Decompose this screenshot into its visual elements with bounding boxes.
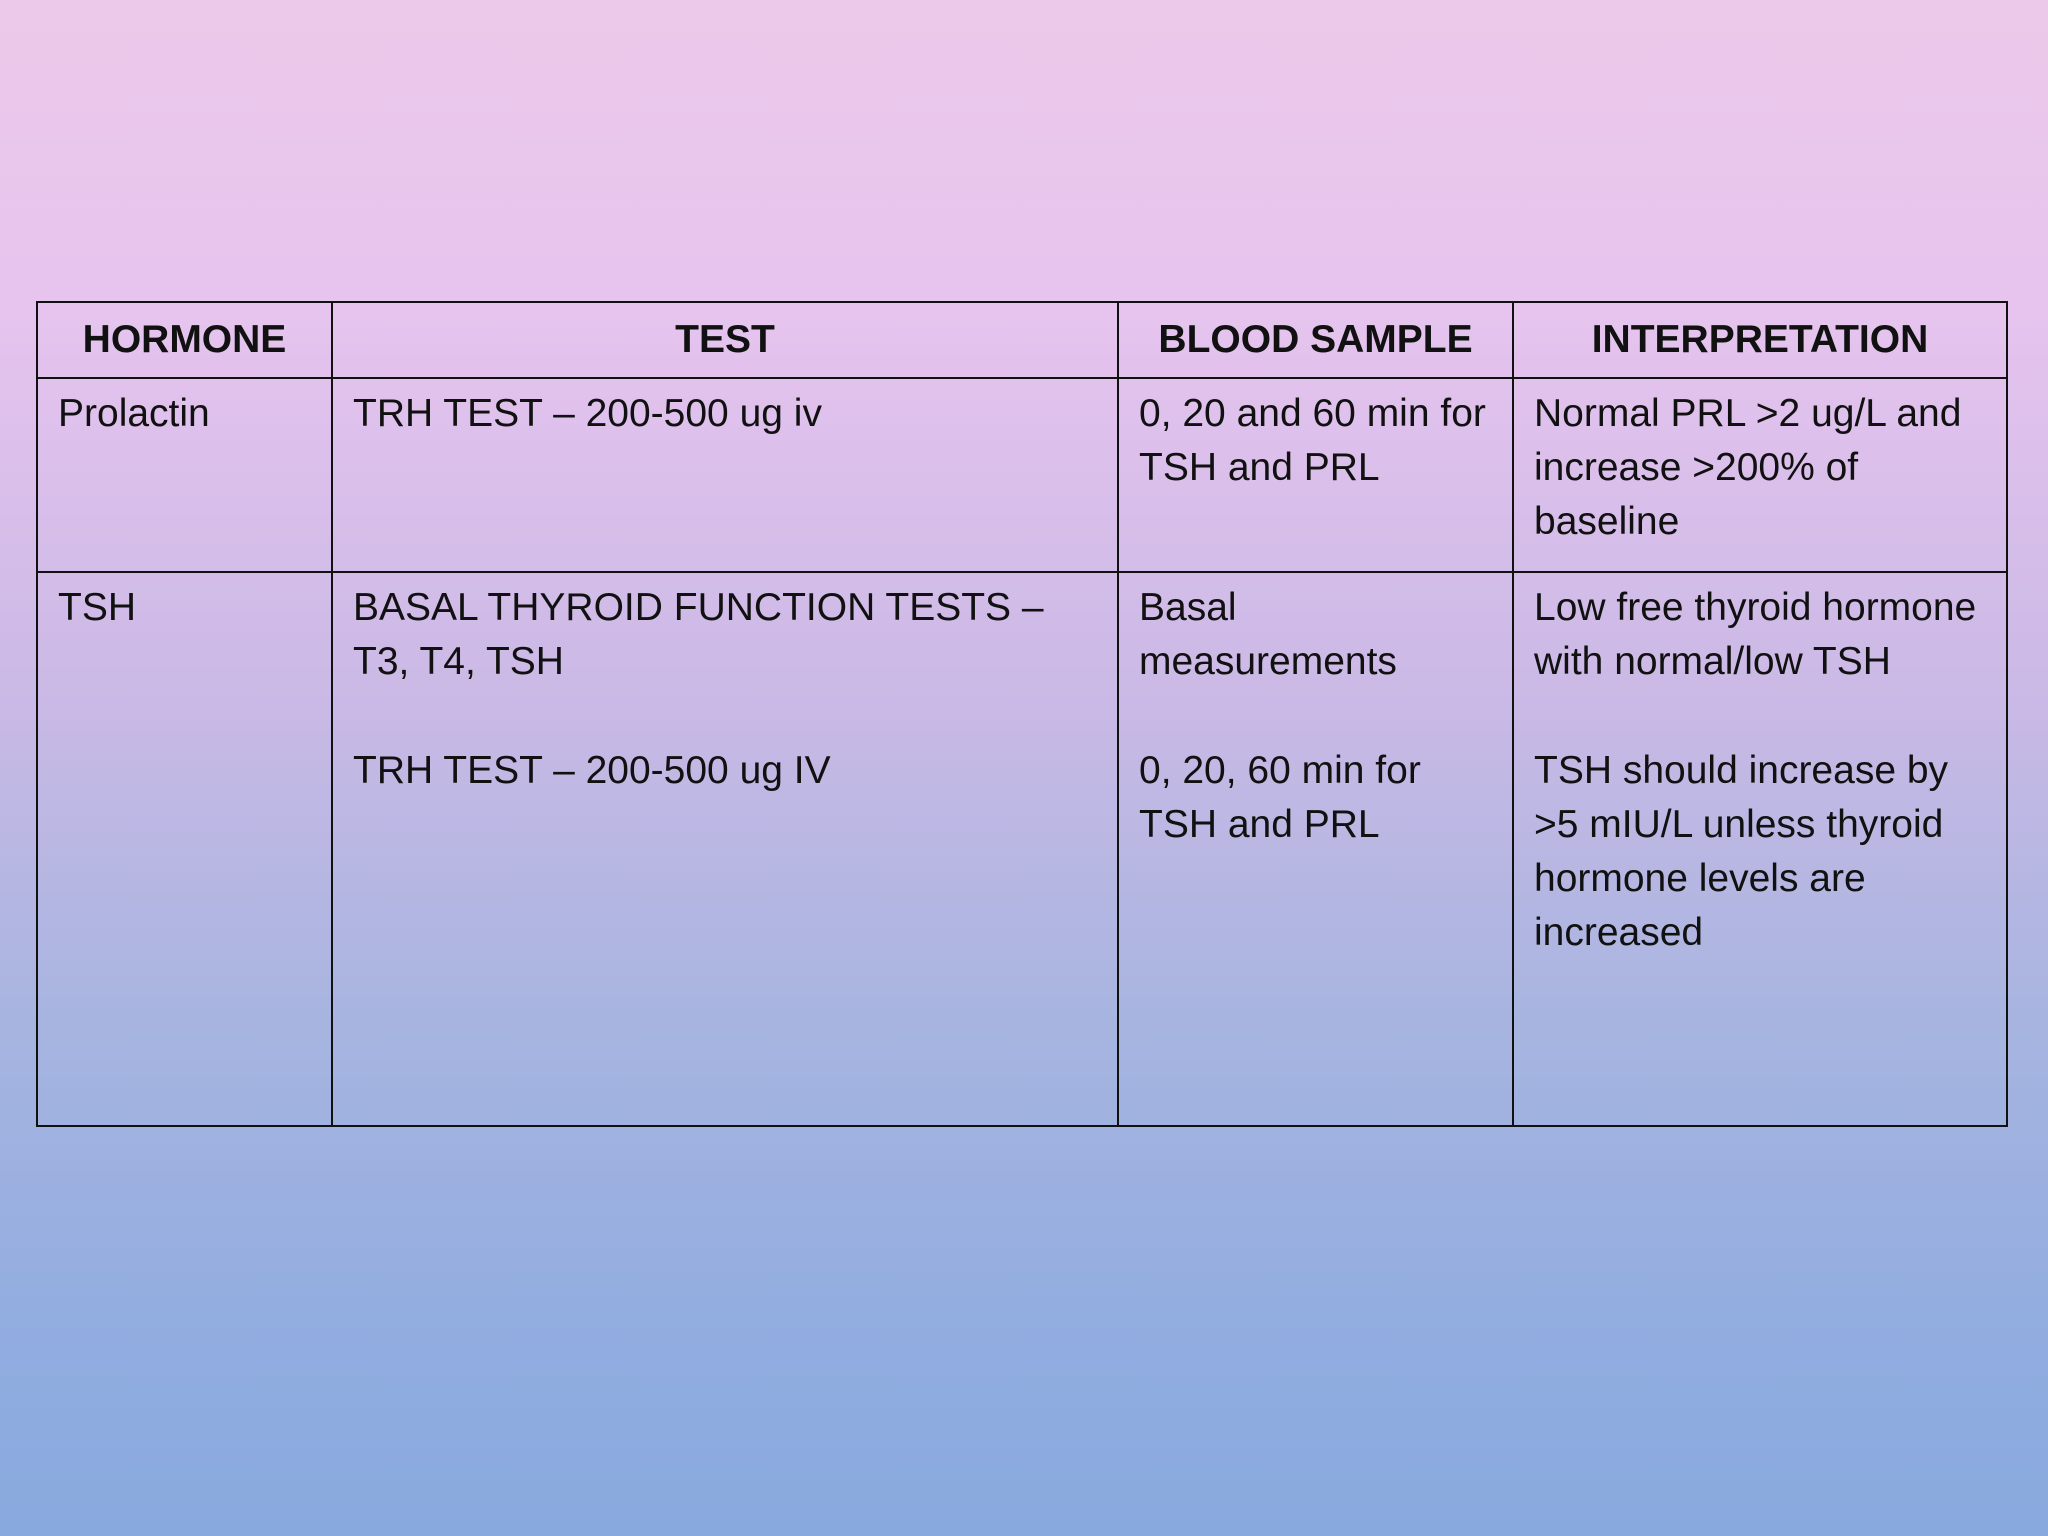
header-test: TEST (332, 302, 1118, 378)
header-hormone: HORMONE (37, 302, 332, 378)
cell-hormone: Prolactin (37, 378, 332, 572)
test-text: TRH TEST – 200-500 ug iv (353, 392, 822, 435)
test-text-basal: BASAL THYROID FUNCTION TESTS – T3, T4, TSH (353, 586, 1044, 683)
interpretation-text: Normal PRL >2 ug/L and increase >200% of baseline (1534, 392, 1962, 543)
cell-blood-sample (1118, 572, 1513, 1126)
cell-interpretation (1513, 572, 2007, 1126)
interpretation-basal: Low free thyroid hormone with normal/low TSH (1534, 586, 1977, 683)
hormone-test-table (36, 301, 2008, 1127)
table-header-row (37, 302, 2007, 378)
blood-sample-text: 0, 20 and 60 min for TSH and PRL (1139, 392, 1486, 489)
table-row-tsh (37, 572, 2007, 1126)
header-blood-sample: BLOOD SAMPLE (1118, 302, 1513, 378)
blood-sample-trh: 0, 20, 60 min for TSH and PRL (1139, 749, 1421, 846)
cell-test (332, 572, 1118, 1126)
interpretation-trh: TSH should increase by >5 mIU/L unless thyroid hormone levels are increased (1534, 749, 1949, 954)
blood-sample-basal: Basal measurements (1139, 586, 1397, 683)
cell-test (332, 378, 1118, 572)
table-row-prolactin (37, 378, 2007, 572)
test-text-trh: TRH TEST – 200-500 ug IV (353, 749, 831, 792)
header-interpretation: INTERPRETATION (1513, 302, 2007, 378)
cell-interpretation (1513, 378, 2007, 572)
cell-hormone: TSH (37, 572, 332, 1126)
cell-blood-sample (1118, 378, 1513, 572)
